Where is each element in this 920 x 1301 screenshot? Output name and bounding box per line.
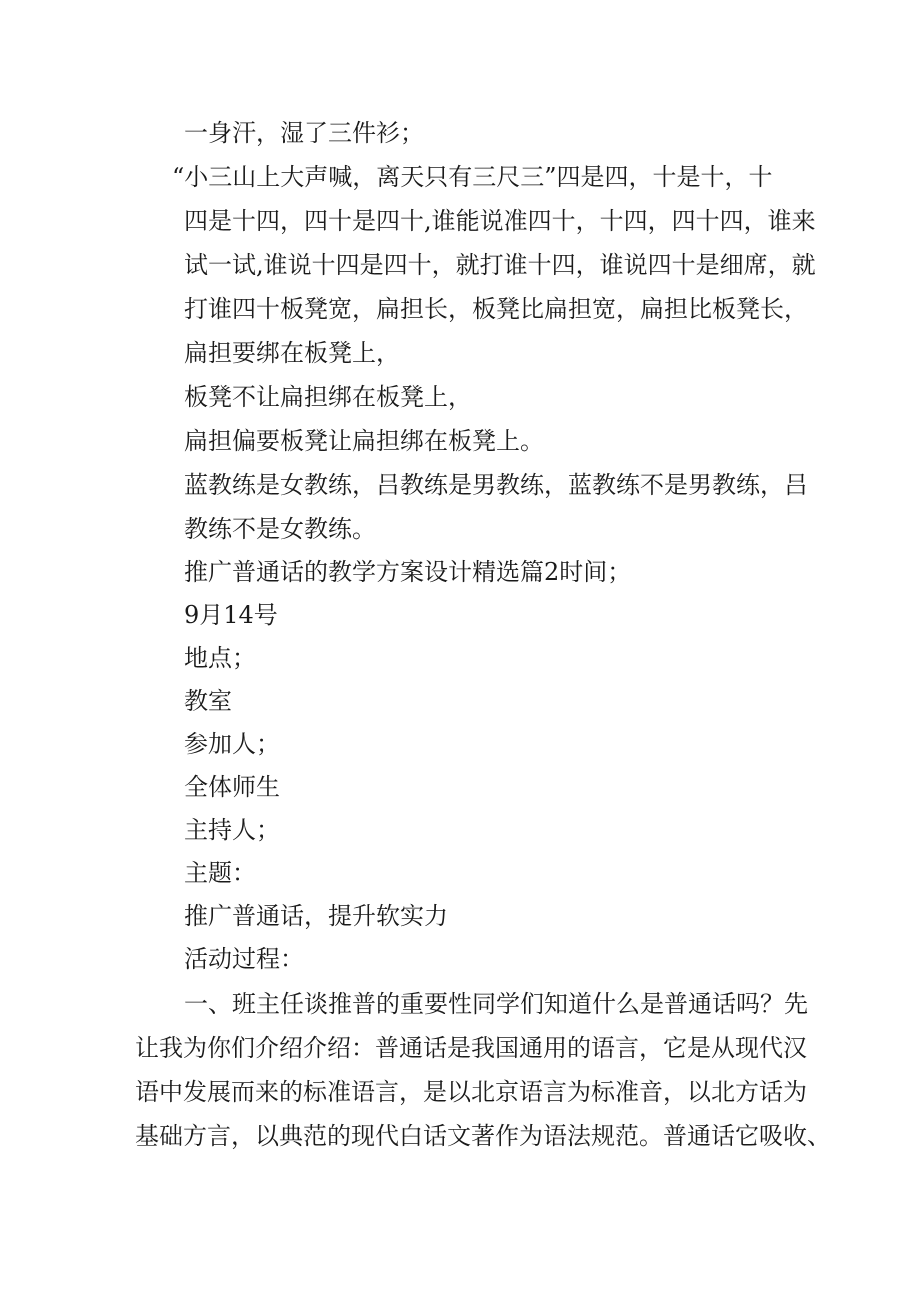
text-line: 四是十四，四十是四十,谁能说准四十，十四，四十四，谁来 (184, 207, 816, 235)
theme-label: 主题： (184, 859, 256, 887)
text-line: 试一试,谁说十四是四十，就打谁十四，谁说四十是细席，就 (184, 251, 816, 279)
text-line: 扁担要绑在板凳上， (184, 339, 400, 367)
text-line: 扁担偏要板凳让扁担绑在板凳上。 (184, 427, 544, 455)
text-line: 教练不是女教练。 (184, 515, 376, 543)
host-label: 主持人； (184, 816, 280, 844)
text-line: “小三山上大声喊，离天只有三尺三”四是四，十是十，十 (172, 163, 773, 191)
date-value: 9月14号 (184, 601, 278, 629)
text-line: 让我为你们介绍介绍：普通话是我国通用的语言，它是从现代汉 (135, 1034, 807, 1062)
location-label: 地点； (184, 644, 256, 672)
text-line: 一身汗，湿了三件衫； (184, 119, 424, 147)
text-line: 一、班主任谈推普的重要性同学们知道什么是普通话吗？先 (184, 990, 808, 1018)
participants-value: 全体师生 (184, 773, 280, 801)
text-line: 板凳不让扁担绑在板凳上， (184, 383, 472, 411)
text-line: 语中发展而来的标准语言，是以北京语言为标准音，以北方话为 (135, 1078, 807, 1106)
theme-value: 推广普通话，提升软实力 (184, 902, 448, 930)
process-label: 活动过程： (184, 945, 304, 973)
text-line: 打谁四十板凳宽，扁担长，板凳比扁担宽，扁担比板凳长， (184, 295, 808, 323)
text-line: 基础方言，以典范的现代白话文著作为语法规范。普通话它吸收、 (135, 1122, 831, 1150)
participants-label: 参加人； (184, 730, 280, 758)
section-heading: 推广普通话的教学方案设计精选篇2时间； (184, 558, 632, 586)
text-line: 蓝教练是女教练，吕教练是男教练，蓝教练不是男教练，吕 (184, 471, 808, 499)
location-value: 教室 (184, 687, 232, 715)
